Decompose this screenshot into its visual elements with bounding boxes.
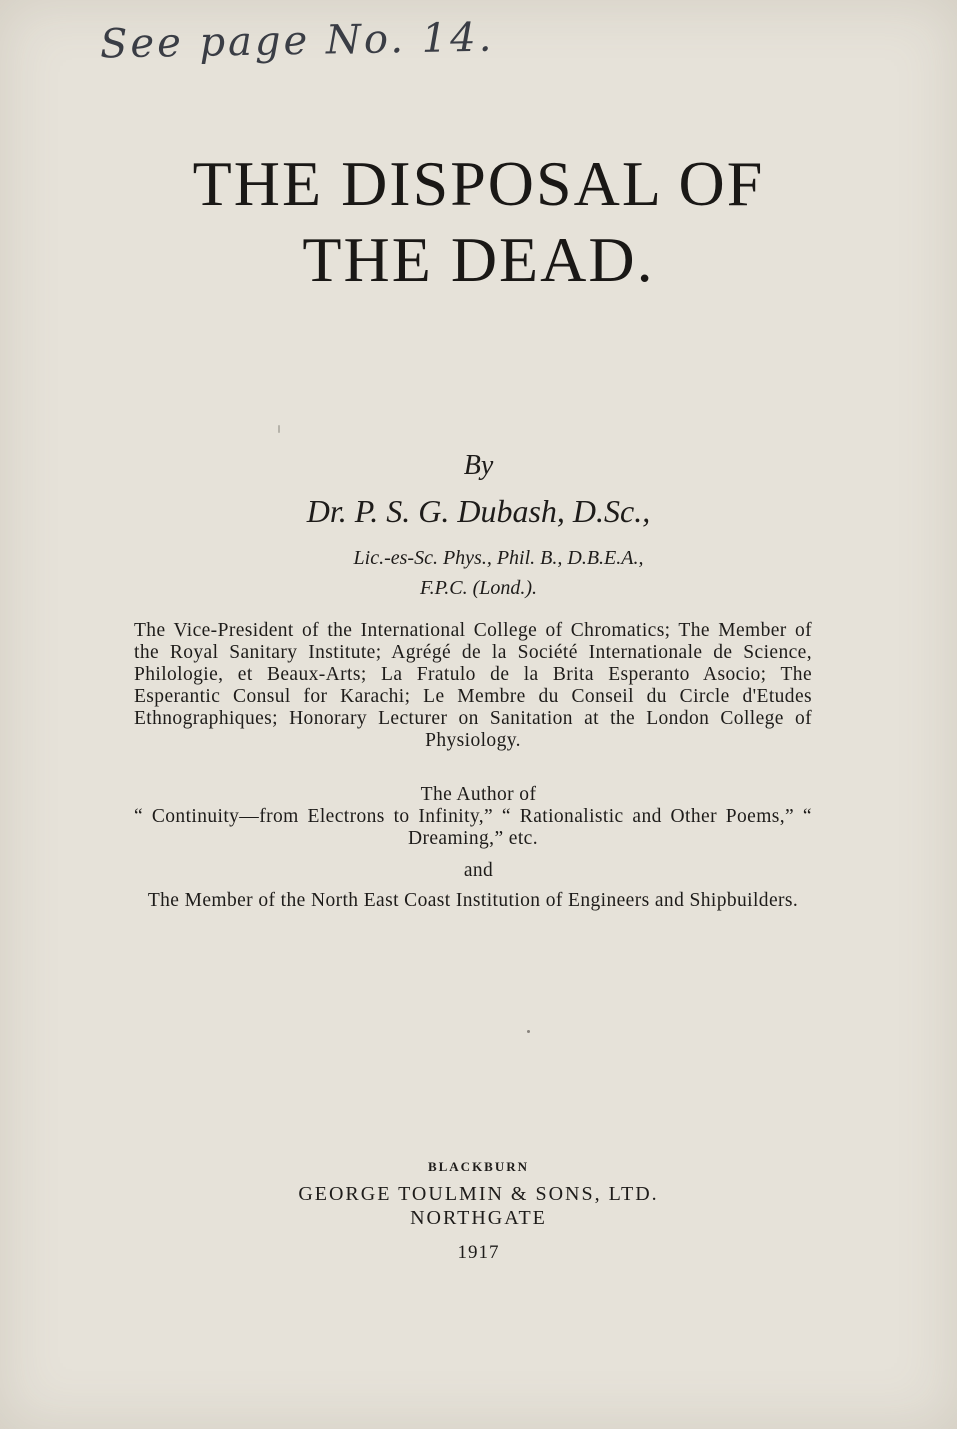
author-name: Dr. P. S. G. Dubash, D.Sc., [306,493,651,529]
conjunction: and [463,860,494,881]
author-description: The Vice-President of the International College of Chromatics; The Member of the Royal Sanitary Institute; Agrégé de la Société Internationale de Science, Philologie, et Beaux-Arts; La Fratulo de la Brita Esperanto Asocio; The Esperantic Consul for Karachi; Le Membre du Conseil du Circle d'Etudes Ethnographiques; Honorary Lecturer on Sanitation at the London College of Physiology. [134,620,812,751]
title-line-2: THE DEAD. [302,224,655,295]
imprint-year: 1917 [457,1242,500,1263]
paper-mark [278,425,280,433]
imprint-publisher: GEORGE TOULMIN & SONS, LTD. [298,1183,659,1205]
qualifications-line-2: F.P.C. (Lond.). [419,577,538,599]
handwritten-note: See page No. 14. [99,14,495,68]
author-works: “ Continuity—from Electrons to Infinity,” “ Rationalistic and Other Poems,” “ Dreaming,” etc. [134,806,812,849]
author-of-heading: The Author of [420,784,537,805]
title-line-1: THE DISPOSAL OF [192,148,765,219]
qualifications-line-1: Lic.-es-Sc. Phys., Phil. B., D.B.E.A., [353,547,644,569]
by-label: By [463,450,494,481]
paper-speck [527,1030,530,1033]
imprint-street: NORTHGATE [410,1207,547,1229]
membership-text: The Member of the North East Coast Institution of Engineers and Shipbuilders. [147,890,799,911]
imprint-place: BLACKBURN [427,1159,530,1174]
